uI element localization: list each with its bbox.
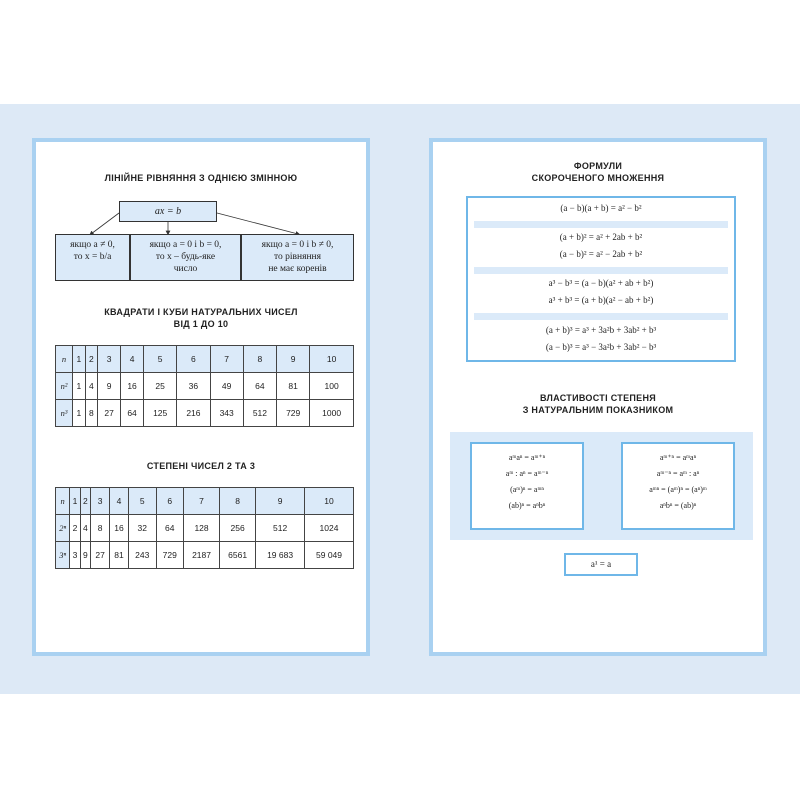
table-cell: 4 xyxy=(85,373,98,400)
table-cell: 2 xyxy=(70,515,80,542)
formula-line: (a − b)³ = a³ − 3a²b + 3ab² − b³ xyxy=(545,342,657,352)
table-cell: 8 xyxy=(220,488,256,515)
table-cell: 81 xyxy=(277,373,310,400)
formula-group-4 xyxy=(474,322,728,356)
table-cell: 216 xyxy=(177,400,210,427)
case-2-line3: число xyxy=(173,264,198,274)
formula-line: (a + b)² = a² + 2ab + b² xyxy=(559,232,643,242)
formulas-title-line2: СКОРОЧЕНОГО МНОЖЕННЯ xyxy=(531,173,665,183)
table-cell: 6 xyxy=(177,346,210,373)
properties-title-line2: З НАТУРАЛЬНИМ ПОКАЗНИКОМ xyxy=(522,405,674,415)
case-a-zero-b-nonzero xyxy=(241,234,354,281)
table-cell: 4 xyxy=(80,515,90,542)
table-cell: 36 xyxy=(177,373,210,400)
table-cell: 512 xyxy=(243,400,276,427)
table-cell: 1 xyxy=(70,488,80,515)
table-cell: 9 xyxy=(277,346,310,373)
left-page xyxy=(32,138,370,656)
table-cell: 3 xyxy=(91,488,110,515)
table-cell: n xyxy=(56,346,73,373)
equation-box: ax = b xyxy=(119,201,217,222)
table-cell: 3 xyxy=(98,346,121,373)
table-cell: 729 xyxy=(277,400,310,427)
case-a-zero-b-zero xyxy=(130,234,241,281)
table-cell: n² xyxy=(56,373,73,400)
table-cell: 6 xyxy=(156,488,184,515)
formula-group-1 xyxy=(474,200,728,217)
table-cell: 27 xyxy=(91,542,110,569)
properties-panel xyxy=(450,432,753,540)
table-cell: 64 xyxy=(243,373,276,400)
case-1-line1: якщо a ≠ 0, xyxy=(70,240,115,250)
table-row xyxy=(56,346,354,373)
formula-group-2 xyxy=(474,229,728,263)
squares-cubes-table xyxy=(55,345,354,427)
formula-group-3 xyxy=(474,275,728,309)
property-line: aᵐⁿ = (aᵐ)ⁿ = (aⁿ)ᵐ xyxy=(649,485,707,494)
table-cell: 2ⁿ xyxy=(56,515,70,542)
table-cell: 6561 xyxy=(220,542,256,569)
table-cell: 25 xyxy=(144,373,177,400)
table-cell: 16 xyxy=(121,373,144,400)
table-cell: 2 xyxy=(85,346,98,373)
property-line: aᵐ : aⁿ = aᵐ⁻ⁿ xyxy=(505,469,549,478)
formula-separator xyxy=(474,267,728,274)
table-cell: 729 xyxy=(156,542,184,569)
table-cell: 5 xyxy=(129,488,157,515)
table-cell: 1 xyxy=(73,373,86,400)
table-cell: 512 xyxy=(256,515,305,542)
property-line: aᵐaⁿ = aᵐ⁺ⁿ xyxy=(508,453,546,462)
table-cell: 10 xyxy=(310,346,354,373)
table-row xyxy=(56,400,354,427)
table-cell: 7 xyxy=(210,346,243,373)
table-cell: 3ⁿ xyxy=(56,542,70,569)
powers-title: СТЕПЕНІ ЧИСЕЛ 2 ТА 3 xyxy=(146,461,256,471)
table-cell: 3 xyxy=(70,542,80,569)
linear-equation-title: ЛІНІЙНЕ РІВНЯННЯ З ОДНІЄЮ ЗМІННОЮ xyxy=(104,173,298,183)
properties-title-line1: ВЛАСТИВОСТІ СТЕПЕНЯ xyxy=(539,393,657,403)
formula-line: a³ + b³ = (a + b)(a² − ab + b²) xyxy=(548,295,654,305)
table-cell: 1 xyxy=(73,400,86,427)
case-a-nonzero xyxy=(55,234,130,281)
formula-line: a³ − b³ = (a − b)(a² + ab + b²) xyxy=(548,278,654,288)
table-cell: 32 xyxy=(129,515,157,542)
table-cell: 125 xyxy=(144,400,177,427)
squares-title-line1: КВАДРАТИ І КУБИ НАТУРАЛЬНИХ ЧИСЕЛ xyxy=(104,307,298,317)
properties-box-left xyxy=(470,442,584,530)
table-cell: 2187 xyxy=(184,542,220,569)
table-cell: 1000 xyxy=(310,400,354,427)
table-cell: 128 xyxy=(184,515,220,542)
table-cell: 9 xyxy=(256,488,305,515)
table-cell: 19 683 xyxy=(256,542,305,569)
table-cell: 1 xyxy=(73,346,86,373)
table-cell: 8 xyxy=(85,400,98,427)
formula-line: (a − b)² = a² − 2ab + b² xyxy=(559,249,643,259)
table-cell: n xyxy=(56,488,70,515)
property-line: aᵐ⁻ⁿ = aᵐ : aⁿ xyxy=(656,469,700,478)
table-cell: 343 xyxy=(210,400,243,427)
properties-box-right xyxy=(621,442,735,530)
powers-table xyxy=(55,487,354,569)
property-line: aᵐ⁺ⁿ = aᵐaⁿ xyxy=(659,453,697,462)
table-cell: 1024 xyxy=(305,515,354,542)
case-3-line2: то рівняння xyxy=(273,252,322,262)
property-line: aⁿbⁿ = (ab)ⁿ xyxy=(659,501,697,510)
table-row xyxy=(56,542,354,569)
case-1-line2: то x = b/a xyxy=(73,252,112,262)
squares-title-line2: ВІД 1 ДО 10 xyxy=(173,319,229,329)
identity-box: a¹ = a xyxy=(564,553,638,576)
table-cell: 2 xyxy=(80,488,90,515)
table-cell: 9 xyxy=(80,542,90,569)
table-cell: 4 xyxy=(110,488,129,515)
table-cell: 64 xyxy=(156,515,184,542)
table-cell: 27 xyxy=(98,400,121,427)
table-cell: 16 xyxy=(110,515,129,542)
table-cell: 5 xyxy=(144,346,177,373)
branch-arrows xyxy=(36,142,366,242)
table-cell: 243 xyxy=(129,542,157,569)
right-page xyxy=(429,138,767,656)
table-cell: 9 xyxy=(98,373,121,400)
table-cell: 64 xyxy=(121,400,144,427)
table-cell: 7 xyxy=(184,488,220,515)
table-cell: n³ xyxy=(56,400,73,427)
case-2-line1: якщо a = 0 і b = 0, xyxy=(149,240,222,250)
formulas-box xyxy=(466,196,736,362)
table-cell: 10 xyxy=(305,488,354,515)
property-line: (ab)ⁿ = aⁿbⁿ xyxy=(508,501,546,510)
formula-line: (a − b)(a + b) = a² − b² xyxy=(560,203,642,213)
formula-separator xyxy=(474,313,728,320)
property-line: (aᵐ)ⁿ = aᵐⁿ xyxy=(510,485,544,494)
formulas-title-line1: ФОРМУЛИ xyxy=(573,161,623,171)
case-3-line1: якщо a = 0 і b ≠ 0, xyxy=(261,240,334,250)
table-cell: 49 xyxy=(210,373,243,400)
table-cell: 4 xyxy=(121,346,144,373)
table-cell: 100 xyxy=(310,373,354,400)
table-row xyxy=(56,373,354,400)
formula-separator xyxy=(474,221,728,228)
table-cell: 59 049 xyxy=(305,542,354,569)
formula-line: (a + b)³ = a³ + 3a²b + 3ab² + b³ xyxy=(545,325,657,335)
table-cell: 81 xyxy=(110,542,129,569)
case-3-line3: не має коренів xyxy=(268,264,327,274)
table-cell: 8 xyxy=(243,346,276,373)
table-row xyxy=(56,488,354,515)
table-cell: 8 xyxy=(91,515,110,542)
table-cell: 256 xyxy=(220,515,256,542)
case-2-line2: то x – будь-яке xyxy=(155,252,216,262)
table-row xyxy=(56,515,354,542)
